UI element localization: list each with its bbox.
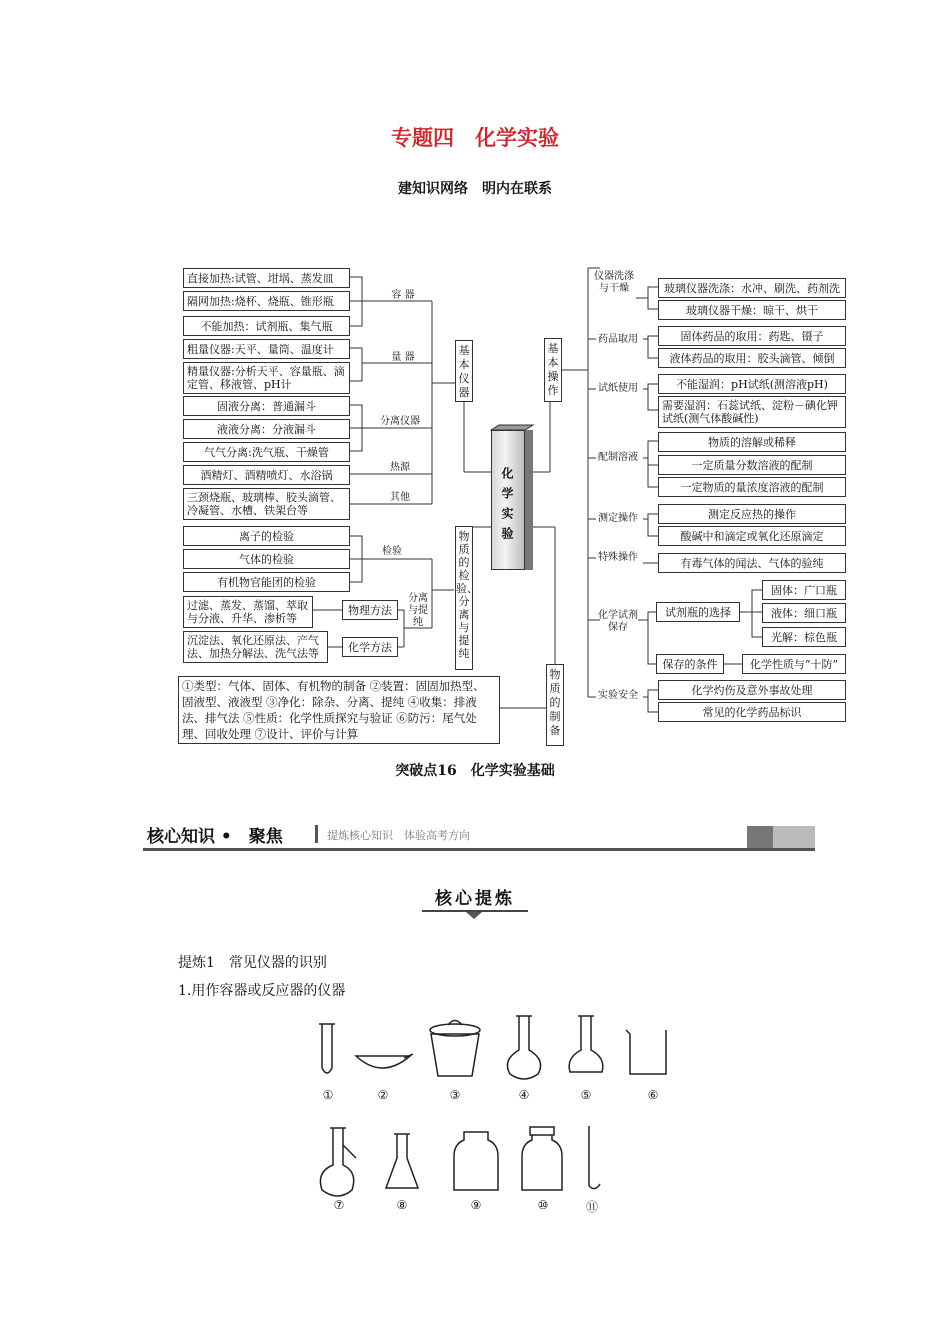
box-conditions: 保存的条件 xyxy=(656,654,724,674)
node-detect-separate: 物质的检验、分离与提纯 xyxy=(455,526,473,670)
page-title: 专题四 化学实验 xyxy=(391,125,559,150)
box-fine-measure: 精量仪器:分析天平、容量瓶、滴定管、移液管、pH计 xyxy=(183,362,350,394)
label-heat: 热源 xyxy=(390,462,410,473)
box-liquid-liquid: 液液分离：分液漏斗 xyxy=(183,419,350,439)
label-container: 容 器 xyxy=(391,290,415,301)
node-basic-operations: 基本操作 xyxy=(544,338,562,402)
box-burn: 化学灼伤及意外事故处理 xyxy=(658,680,846,700)
box-preparation-detail: ①类型：气体、固体、有机物的制备 ②装置：固固加热型、固液型、液液型 ③净化：除杂、分离、提纯 ④收集：排液法、排气法 ⑤性质：化学性质探究与验证 ⑥防污：尾气处理、回收处理 ⑦设计、评价与计算 xyxy=(178,676,500,744)
center-block-shadow xyxy=(525,430,533,570)
box-mass-fraction: 一定质量分数溶液的配制 xyxy=(658,455,846,475)
label-other: 其他 xyxy=(390,492,410,503)
instrument-label: ④ xyxy=(518,1088,530,1102)
box-ion-test: 离子的检验 xyxy=(183,526,350,546)
box-no-heat: 不能加热：试剂瓶、集气瓶 xyxy=(183,316,350,336)
instrument-label: ③ xyxy=(449,1088,461,1102)
instrument-label: ⑤ xyxy=(580,1088,592,1102)
box-concentration: 一定物质的量浓度溶液的配制 xyxy=(658,477,846,497)
instrument-label: ⑩ xyxy=(537,1198,549,1212)
box-gas-test: 气体的检验 xyxy=(183,549,350,569)
label-special: 特殊操作 xyxy=(598,552,638,563)
box-no-wet: 不能湿润：pH试纸(测溶液pH) xyxy=(658,374,846,394)
label-measure-op: 测定操作 xyxy=(598,513,638,524)
instrument-label: ⑨ xyxy=(470,1198,482,1212)
box-heat-source: 酒精灯、酒精喷灯、水浴锅 xyxy=(183,465,350,485)
box-chemical: 化学方法 xyxy=(342,637,398,657)
label-solution: 配制溶液 xyxy=(598,452,638,463)
label-sep-purify: 分离与提纯 xyxy=(408,593,428,628)
box-dissolve: 物质的溶解或稀释 xyxy=(658,432,846,452)
section-title: 突破点16 化学实验基础 xyxy=(395,763,555,779)
banner-decor-dark xyxy=(747,826,773,848)
box-solid-liquid: 固液分离：普通漏斗 xyxy=(183,396,350,416)
box-liquid-take: 液体药品的取用：胶头滴管、倾倒 xyxy=(658,348,846,368)
center-node: 化学实验 xyxy=(491,430,525,570)
box-physical-methods: 过滤、蒸发、蒸馏、萃取与分液、升华、渗析等 xyxy=(183,596,313,628)
node-preparation: 物质的制备 xyxy=(546,664,564,746)
box-titration: 酸碱中和滴定或氧化还原滴定 xyxy=(658,526,846,546)
box-physical: 物理方法 xyxy=(342,600,398,620)
box-light-bottle: 光解：棕色瓶 xyxy=(762,627,846,647)
box-dry: 玻璃仪器干燥：晾干、烘干 xyxy=(658,300,846,320)
label-storage: 化学试剂保存 xyxy=(598,610,638,633)
box-liquid-bottle: 液体：细口瓶 xyxy=(762,603,846,623)
instrument-label: ⑪ xyxy=(585,1200,598,1214)
page-subtitle: 建知识网络 明内在联系 xyxy=(398,181,552,197)
box-chemical-methods: 沉淀法、氧化还原法、产气法、加热分解法、洗气法等 xyxy=(183,631,328,663)
instrument-label: ⑧ xyxy=(396,1198,408,1212)
label-separation: 分离仪器 xyxy=(380,416,420,427)
box-gas-gas: 气气分离:洗气瓶、干燥管 xyxy=(183,442,350,462)
banner-main: 核心知识 • 聚焦 xyxy=(147,827,283,847)
label-check: 检验 xyxy=(382,546,402,557)
node-basic-instruments: 基本仪器 xyxy=(455,340,473,402)
box-organic-test: 有机物官能团的检验 xyxy=(183,572,350,592)
box-labels: 常见的化学药品标识 xyxy=(658,702,846,722)
label-wash-dry: 仪器洗涤与干燥 xyxy=(594,271,634,294)
box-direct-heat: 直接加热:试管、坩埚、蒸发皿 xyxy=(183,268,350,288)
core-triangle-icon xyxy=(466,912,482,919)
label-safety: 实验安全 xyxy=(598,690,638,701)
label-paper: 试纸使用 xyxy=(598,383,638,394)
label-reagent-take: 药品取用 xyxy=(598,334,638,345)
box-toxic-gas: 有毒气体的闻法、气体的验纯 xyxy=(658,553,846,573)
banner-sub: 提炼核心知识 体验高考方向 xyxy=(327,829,470,842)
banner-line xyxy=(143,848,815,851)
box-wash: 玻璃仪器洗涤：水冲、刷洗、药剂洗 xyxy=(658,278,846,298)
box-wet: 需要湿润：石蕊试纸、淀粉－碘化钾试纸(测气体酸碱性) xyxy=(658,396,846,428)
instrument-label: ⑦ xyxy=(333,1198,345,1212)
banner-decor-light xyxy=(773,826,815,848)
core-title: 核心提炼 xyxy=(435,889,515,909)
box-bottle-choice: 试剂瓶的选择 xyxy=(656,602,740,622)
box-others: 三颈烧瓶、玻璃棒、胶头滴管、冷凝管、水槽、铁架台等 xyxy=(183,488,350,520)
box-chem-property: 化学性质与“十防” xyxy=(742,654,846,674)
box-heat-reaction: 测定反应热的操作 xyxy=(658,504,846,524)
box-net-heat: 隔网加热:烧杯、烧瓶、锥形瓶 xyxy=(183,291,350,311)
box-rough-measure: 粗量仪器:天平、量筒、温度计 xyxy=(183,339,350,359)
box-solid-take: 固体药品的取用：药匙、镊子 xyxy=(658,326,846,346)
box-solid-bottle: 固体：广口瓶 xyxy=(762,580,846,600)
para-heading: 提炼1 常见仪器的识别 xyxy=(178,955,327,971)
para-item: 1.用作容器或反应器的仪器 xyxy=(178,983,346,999)
section-banner xyxy=(143,820,815,852)
instrument-label: ⑥ xyxy=(647,1088,659,1102)
banner-separator xyxy=(315,825,318,843)
instrument-label: ① xyxy=(322,1088,334,1102)
instrument-label: ② xyxy=(377,1088,389,1102)
label-measure: 量 器 xyxy=(391,352,415,363)
